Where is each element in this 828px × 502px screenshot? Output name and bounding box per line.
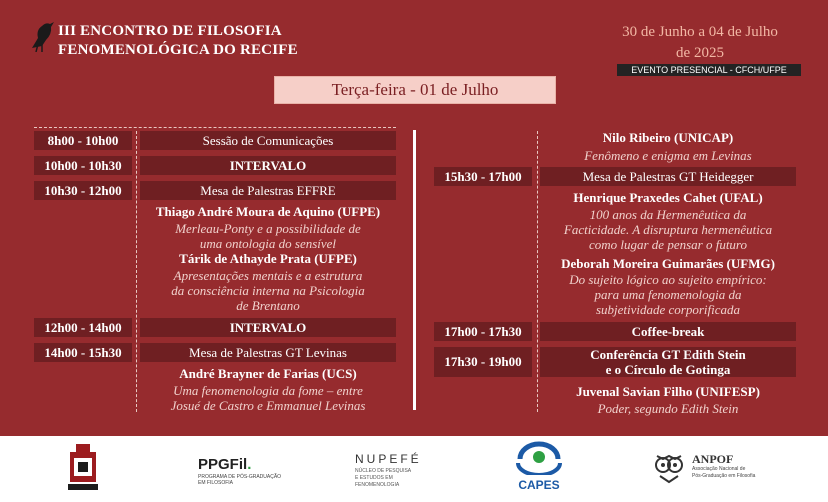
activity-line: Conferência GT Edith Stein [590,347,746,362]
talk-title: Fenômeno e enigma em Levinas [584,148,752,163]
ppgfil-logo [198,456,251,473]
talk-title-line: Do sujeito lógico ao sujeito empírico: [569,272,767,287]
time-slot: 10h30 - 12h00 [34,181,132,200]
ppgfil-text: PPGFil [198,456,248,473]
capes-logo-text: CAPES [518,478,560,492]
nupefe-logo: NUPEFÉ [355,452,422,466]
speaker-name: Juvenal Savian Filho (UNIFESP) [576,384,760,399]
nupefe-subtitle [355,468,435,489]
activity-label: Sessão de Comunicações [140,131,396,150]
ufpe-crest-icon [66,442,100,492]
speaker-name: André Brayner de Farias (UCS) [179,366,357,381]
talk-title-line: Merleau-Ponty e a possibilidade de [175,221,361,236]
talk-title-line: subjetividade corporificada [595,302,741,317]
talk-title-line: como lugar de pensar o futuro [588,237,748,252]
speaker-name: Henrique Praxedes Cahet (UFAL) [573,190,763,205]
bird-logo-icon [28,18,56,52]
activity-label: Mesa de Palestras GT Heidegger [540,167,796,186]
time-slot: 15h30 - 17h00 [434,167,532,186]
talk-title-line: Uma fenomenologia da fome – entre [173,383,363,398]
talk-title-line: Josué de Castro e Emmanuel Levinas [170,398,366,413]
dates-line-2: de 2025 [676,45,724,61]
talk-title-line: Apresentações mentais e a estrutura [173,268,363,283]
time-slot: 14h00 - 15h30 [34,343,132,362]
talk-title [140,383,396,413]
ppgfil-subtitle: PROGRAMA DE PÓS-GRADUAÇÃO EM FILOSOFIA [198,474,282,486]
time-slot: 17h30 - 19h00 [434,347,532,377]
title-line-1: III ENCONTRO DE FILOSOFIA [58,23,282,39]
anpof-subtitle-line: Pós-Graduação em Filosofia [692,473,756,479]
time-slot: 17h00 - 17h30 [434,322,532,341]
activity-label: INTERVALO [140,156,396,175]
talk-title-line: de Brentano [236,298,300,313]
talk-title [540,207,796,252]
talk-title-line: 100 anos da Hermenêutica da [589,207,747,222]
activity-label: Mesa de Palestras EFFRE [140,181,396,200]
speaker-name: Deborah Moreira Guimarães (UFMG) [561,256,775,271]
anpof-subtitle [692,466,772,480]
talk-title [140,221,396,251]
event-format-badge: EVENTO PRESENCIAL - CFCH/UFPE [617,64,801,76]
nupefe-subtitle-line: NÚCLEO DE PESQUISA [355,468,412,474]
divider-line [34,127,396,128]
talk-title-line: uma ontologia do sensível [199,236,337,251]
dates-line-1: 30 de Junho a 04 de Julho [622,24,778,40]
talk-title [540,272,796,317]
talk-title-line: da consciência interna na Psicologia [171,283,365,298]
time-column-separator [537,131,538,412]
time-slot: 8h00 - 10h00 [34,131,132,150]
speaker-name: Tárik de Athayde Prata (UFPE) [179,251,357,266]
ppgfil-dot: . [247,456,252,473]
time-slot: 12h00 - 14h00 [34,318,132,337]
activity-line: e o Círculo de Gotinga [605,362,731,377]
day-heading: Terça-feira - 01 de Julho [274,76,556,104]
activity-label [540,347,796,377]
speaker-name: Thiago André Moura de Aquino (UFPE) [155,204,381,219]
event-dates [600,22,800,64]
talk-title-line: para uma fenomenologia da [594,287,742,302]
sponsor-logos [0,436,828,502]
activity-label: Coffee-break [540,322,796,341]
anpof-logo-text: ANPOF [692,452,734,466]
nupefe-subtitle-line: E ESTUDOS EM FENOMENOLOGIA [355,475,400,488]
time-slot: 10h00 - 10h30 [34,156,132,175]
column-divider [413,130,416,410]
event-title [58,22,298,60]
talk-title [140,268,396,313]
capes-emblem-icon [510,439,568,475]
title-line-2: FENOMENOLÓGICA DO RECIFE [58,42,298,58]
talk-title-line: Facticidade. A disruptura hermenêutica [563,222,773,237]
anpof-subtitle-line: Associação Nacional de [692,466,746,472]
time-column-separator [136,131,137,412]
anpof-owl-icon [652,450,686,484]
talk-title: Poder, segundo Edith Stein [597,401,739,416]
speaker-name: Nilo Ribeiro (UNICAP) [602,130,734,145]
activity-label: INTERVALO [140,318,396,337]
activity-label: Mesa de Palestras GT Levinas [140,343,396,362]
